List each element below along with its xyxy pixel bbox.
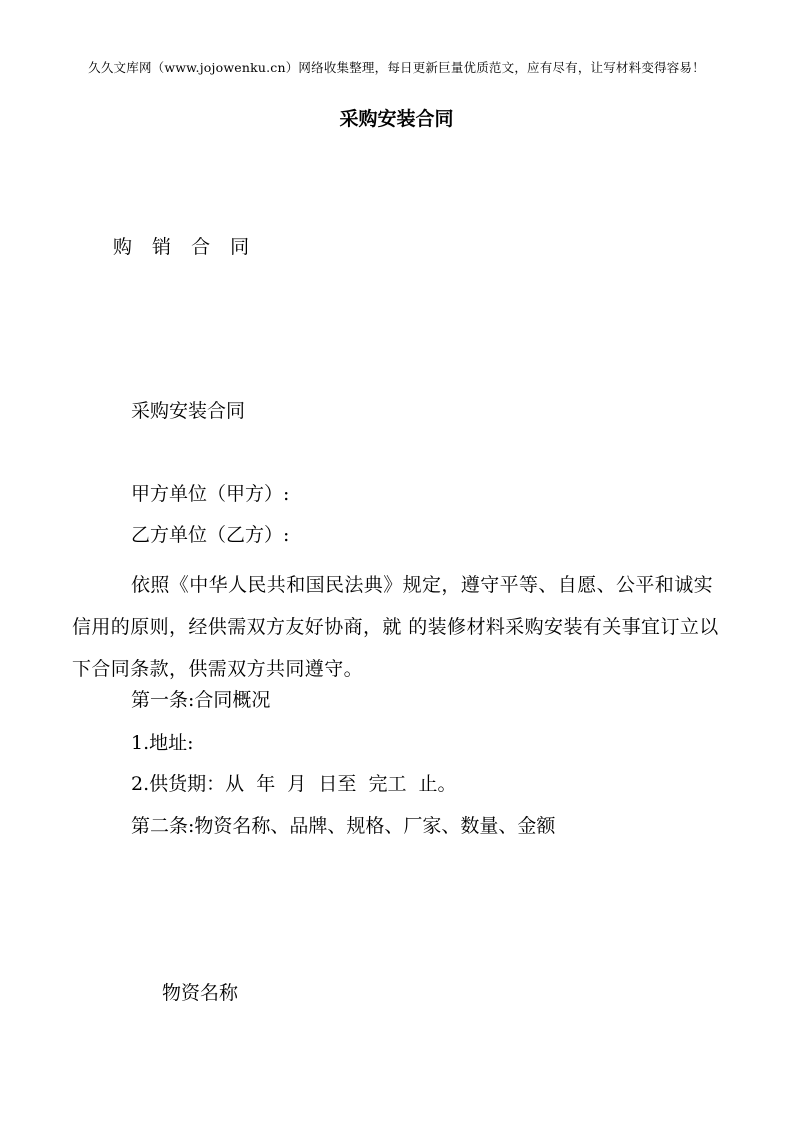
- document-title: 采购安装合同: [339, 108, 454, 130]
- party-a-line: 甲方单位（甲方）:: [131, 483, 290, 505]
- contract-subtitle: 采购安装合同: [131, 400, 246, 422]
- article-2-title: 第二条:物资名称、品牌、规格、厂家、数量、金额: [131, 815, 556, 837]
- article-1-supply-period: 2.供货期：从 年 月 日至 完工 止。: [131, 773, 457, 795]
- section-heading: 购 销 合 同: [113, 236, 257, 258]
- article-1-title: 第一条:合同概况: [131, 689, 271, 711]
- party-b-line: 乙方单位（乙方）:: [131, 524, 290, 546]
- preamble-paragraph: 依照《中华人民共和国民法典》规定，遵守平等、自愿、公平和诚实信用的原则，经供需双方友好协商，就 的装修材料采购安装有关事宜订立以下合同条款，供需双方共同遵守。: [72, 574, 719, 680]
- article-1-address: 1.地址:: [131, 732, 194, 754]
- table-header-material-name: 物资名称: [162, 982, 239, 1004]
- source-header-line: 久久文库网（www.jojowenku.cn）网络收集整理，每日更新巨量优质范文，应有尽有，让写材料变得容易！: [88, 60, 705, 75]
